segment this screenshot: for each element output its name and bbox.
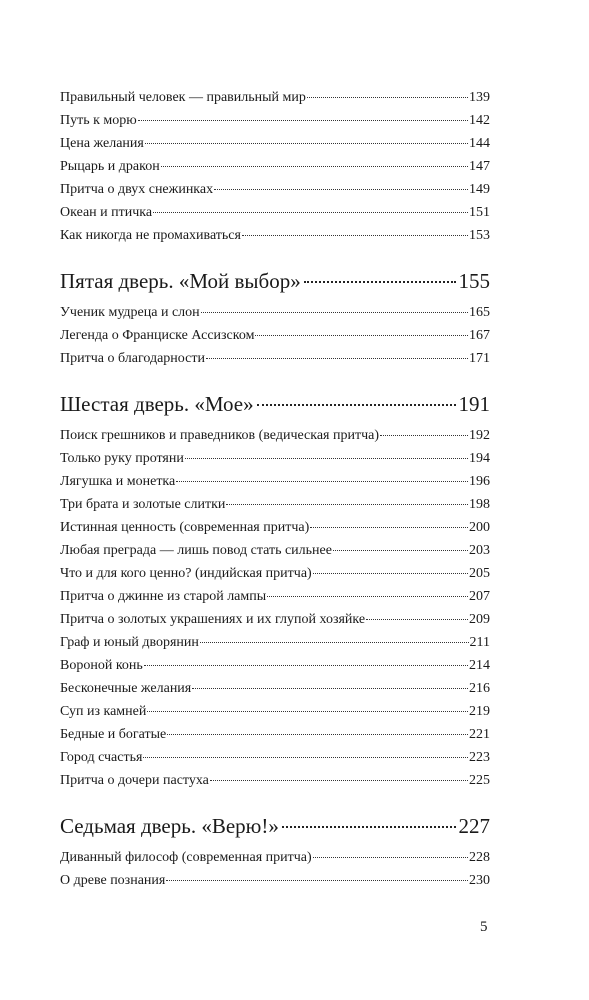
toc-entry-title: Диванный философ (современная притча) bbox=[60, 850, 312, 865]
toc-entry-title: Бедные и богатые bbox=[60, 727, 167, 742]
dot-leader bbox=[226, 503, 468, 505]
dot-leader bbox=[214, 188, 468, 190]
toc-entry-page: 192 bbox=[469, 428, 490, 443]
toc-entry-page: 198 bbox=[469, 497, 490, 512]
toc-entry-title: Любая преграда — лишь повод стать сильнее bbox=[60, 543, 332, 558]
section-title: Седьмая дверь. «Верю!» bbox=[60, 814, 279, 838]
dot-leader bbox=[366, 618, 468, 620]
dot-leader bbox=[257, 403, 456, 406]
toc-entry bbox=[60, 846, 490, 869]
toc-entry-page: 151 bbox=[469, 205, 490, 220]
toc-entry-title: Граф и юный дворянин bbox=[60, 635, 199, 650]
dot-leader bbox=[143, 756, 468, 758]
dot-leader bbox=[304, 280, 456, 283]
toc-entry-title: Притча о джинне из старой лампы bbox=[60, 589, 267, 604]
toc-entry-title: Океан и птичка bbox=[60, 205, 153, 220]
dot-leader bbox=[201, 311, 468, 313]
toc-entry bbox=[60, 608, 490, 631]
toc-entry-page: 209 bbox=[469, 612, 490, 627]
toc-entry bbox=[60, 700, 490, 723]
toc-entry bbox=[60, 324, 490, 347]
toc-entry-title: Цена желания bbox=[60, 136, 144, 151]
section-title: Шестая дверь. «Мое» bbox=[60, 392, 254, 416]
toc-entry bbox=[60, 723, 490, 746]
dot-leader bbox=[200, 641, 469, 643]
dot-leader bbox=[255, 334, 468, 336]
toc-entry-page: 219 bbox=[469, 704, 490, 719]
section-heading bbox=[60, 812, 490, 840]
toc-entry bbox=[60, 447, 490, 470]
toc-entry-title: Легенда о Франциске Ассизском bbox=[60, 328, 255, 343]
toc-entry bbox=[60, 86, 490, 109]
toc-entry bbox=[60, 493, 490, 516]
toc-entry-title: Ученик мудреца и слон bbox=[60, 305, 200, 320]
toc-group bbox=[60, 846, 490, 892]
toc-entry bbox=[60, 201, 490, 224]
toc-entry-page: 207 bbox=[469, 589, 490, 604]
toc-group bbox=[60, 301, 490, 370]
toc-entry-page: 147 bbox=[469, 159, 490, 174]
section-title: Пятая дверь. «Мой выбор» bbox=[60, 269, 301, 293]
toc-entry-title: Лягушка и монетка bbox=[60, 474, 176, 489]
table-of-contents bbox=[60, 86, 490, 892]
toc-entry bbox=[60, 585, 490, 608]
dot-leader bbox=[145, 142, 468, 144]
toc-entry bbox=[60, 562, 490, 585]
dot-leader bbox=[185, 457, 468, 459]
dot-leader bbox=[144, 664, 468, 666]
toc-entry bbox=[60, 677, 490, 700]
dot-leader bbox=[282, 825, 456, 828]
toc-entry-page: 205 bbox=[469, 566, 490, 581]
toc-entry-page: 196 bbox=[469, 474, 490, 489]
dot-leader bbox=[310, 526, 468, 528]
toc-entry-page: 203 bbox=[469, 543, 490, 558]
toc-entry-title: Притча о благодарности bbox=[60, 351, 205, 366]
toc-entry-page: 149 bbox=[469, 182, 490, 197]
toc-entry bbox=[60, 301, 490, 324]
toc-entry bbox=[60, 224, 490, 247]
toc-entry-title: Суп из камней bbox=[60, 704, 147, 719]
dot-leader bbox=[380, 434, 468, 436]
toc-entry-page: 139 bbox=[469, 90, 490, 105]
toc-entry-page: 194 bbox=[469, 451, 490, 466]
dot-leader bbox=[210, 779, 468, 781]
toc-entry-title: Вороной конь bbox=[60, 658, 143, 673]
dot-leader bbox=[333, 549, 468, 551]
toc-entry bbox=[60, 769, 490, 792]
toc-entry bbox=[60, 132, 490, 155]
toc-entry bbox=[60, 869, 490, 892]
toc-entry-page: 153 bbox=[469, 228, 490, 243]
toc-entry-title: Бесконечные желания bbox=[60, 681, 192, 696]
dot-leader bbox=[242, 234, 468, 236]
dot-leader bbox=[307, 96, 468, 98]
section-page: 227 bbox=[458, 814, 490, 838]
dot-leader bbox=[313, 856, 468, 858]
dot-leader bbox=[167, 733, 468, 735]
dot-leader bbox=[192, 687, 468, 689]
toc-entry-page: 211 bbox=[469, 635, 490, 650]
toc-entry-page: 223 bbox=[469, 750, 490, 765]
toc-entry bbox=[60, 155, 490, 178]
toc-entry bbox=[60, 178, 490, 201]
toc-entry-page: 167 bbox=[469, 328, 490, 343]
toc-entry-page: 230 bbox=[469, 873, 490, 888]
toc-entry-page: 171 bbox=[469, 351, 490, 366]
toc-entry-title: Город счастья bbox=[60, 750, 143, 765]
toc-entry bbox=[60, 424, 490, 447]
dot-leader bbox=[138, 119, 468, 121]
toc-entry-title: Только руку протяни bbox=[60, 451, 184, 466]
dot-leader bbox=[166, 879, 468, 881]
toc-entry-title: Три брата и золотые слитки bbox=[60, 497, 226, 512]
dot-leader bbox=[176, 480, 468, 482]
toc-group bbox=[60, 424, 490, 792]
toc-entry bbox=[60, 631, 490, 654]
toc-entry-page: 221 bbox=[469, 727, 490, 742]
toc-entry-page: 200 bbox=[469, 520, 490, 535]
toc-entry-page: 216 bbox=[469, 681, 490, 696]
toc-entry-title: Рыцарь и дракон bbox=[60, 159, 160, 174]
toc-entry-title: Как никогда не промахиваться bbox=[60, 228, 241, 243]
toc-entry bbox=[60, 539, 490, 562]
toc-group bbox=[60, 86, 490, 247]
toc-entry bbox=[60, 516, 490, 539]
toc-entry-page: 228 bbox=[469, 850, 490, 865]
toc-entry-title: Притча о двух снежинках bbox=[60, 182, 214, 197]
dot-leader bbox=[153, 211, 468, 213]
toc-entry-title: Путь к морю bbox=[60, 113, 137, 128]
toc-entry-title: Правильный человек — правильный мир bbox=[60, 90, 306, 105]
toc-entry-title: Притча о дочери пастуха bbox=[60, 773, 209, 788]
dot-leader bbox=[161, 165, 468, 167]
toc-entry bbox=[60, 470, 490, 493]
toc-entry bbox=[60, 347, 490, 370]
toc-entry bbox=[60, 654, 490, 677]
dot-leader bbox=[267, 595, 468, 597]
toc-entry-title: Что и для кого ценно? (индийская притча) bbox=[60, 566, 312, 581]
toc-entry-page: 144 bbox=[469, 136, 490, 151]
toc-entry bbox=[60, 746, 490, 769]
dot-leader bbox=[313, 572, 468, 574]
toc-entry-title: Поиск грешников и праведников (ведическая притча) bbox=[60, 428, 380, 443]
toc-entry-title: Притча о золотых украшениях и их глупой хозяйке bbox=[60, 612, 366, 627]
dot-leader bbox=[206, 357, 468, 359]
toc-entry-page: 225 bbox=[469, 773, 490, 788]
toc-entry-page: 214 bbox=[469, 658, 490, 673]
toc-entry-title: О древе познания bbox=[60, 873, 166, 888]
page-number: 5 bbox=[480, 919, 488, 935]
toc-entry-page: 165 bbox=[469, 305, 490, 320]
section-page: 155 bbox=[458, 269, 490, 293]
toc-entry bbox=[60, 109, 490, 132]
dot-leader bbox=[147, 710, 468, 712]
section-heading bbox=[60, 390, 490, 418]
section-heading bbox=[60, 267, 490, 295]
section-page: 191 bbox=[458, 392, 490, 416]
toc-entry-title: Истинная ценность (современная притча) bbox=[60, 520, 310, 535]
toc-entry-page: 142 bbox=[469, 113, 490, 128]
